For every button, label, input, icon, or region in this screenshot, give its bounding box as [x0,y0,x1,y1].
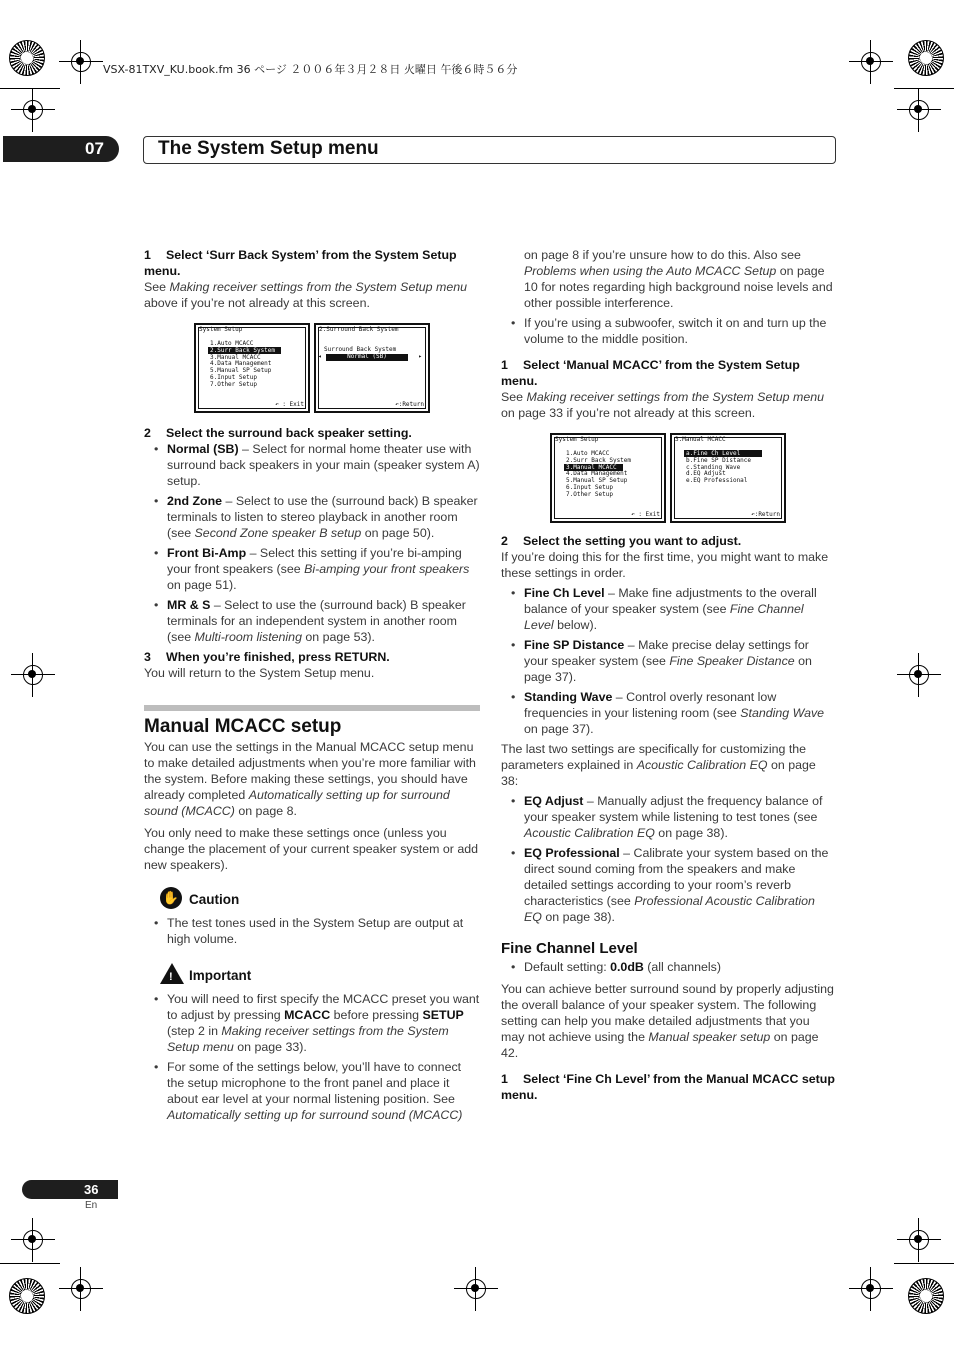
chapter-title: The System Setup menu [158,138,379,159]
item-fine-ch-level: • Fine Ch Level – Make fine adjustments to the overall balance of your speaker system (see Fine Channel Level below). [501,585,835,633]
crop-mark-left-top [19,96,47,124]
step-1-surr-back: 1 Select ‘Surr Back System’ from the System Setup menu. [144,248,457,278]
option-mr-s: • MR & S – Select to use the (surround back) B speaker terminals for an independent system in another room (see Multi-room listening on page 53). [144,597,480,645]
osd-system-setup-2: System Setup 1.Auto MCACC 2.Surr Back System 3.Manual MCACC 4.Data Management 5.Manual SP Setup 6.Input Setup 7.Other Setup ↶ : Exit [550,433,666,523]
crop-mark-bottom-center [462,1275,490,1303]
section-title-manual-mcacc: Manual MCACC setup [144,716,342,737]
osd-return: ↶:Return [395,401,424,409]
osd-exit: ↶ : Exit [631,511,660,519]
trim-line-bottom-right [894,1263,954,1264]
fine-ch-level-default: • Default setting: 0.0dB (all channels) [501,959,835,975]
subwoofer-note: • If you’re using a subwoofer, switch it on and turn up the volume to the middle position. [501,315,835,347]
subsection-title-fine-channel-level: Fine Channel Level [501,940,638,957]
crop-mark-right-top [905,96,933,124]
important-heading: ! Important [144,963,480,987]
option-normal-sb: • Normal (SB) – Select for normal home theater use with surround back speakers in your main (speaker system A) setup. [144,441,480,489]
step-2-adjust: 2 Select the setting you want to adjust. [501,534,742,548]
option-front-bi-amp: • Front Bi-Amp – Select this setting if you’re bi-amping your front speakers (see Bi-amping your front speakers on page 51). [144,545,480,593]
osd-right-arrow-icon: ▸ [418,353,422,360]
step-2-body: If you’re doing this for the first time, you might want to make these settings in order. [501,550,829,580]
osd-screens-surr-back [144,323,480,425]
osd-surround-back-system: 2.Surround Back System Surround Back System ◂ Normal (SB) ▸ ↶:Return [314,323,430,413]
step-3-body: You will return to the System Setup menu. [144,666,375,680]
chapter-header [143,136,836,164]
hand-icon: ✋ [160,887,182,909]
chapter-tab [3,136,119,162]
step-1-fine-ch-level: 1 Select ‘Fine Ch Level’ from the Manual MCACC setup menu. [501,1072,835,1102]
right-column [501,247,835,1103]
step-2-surr-back: 2 Select the surround back speaker setting. [144,426,412,440]
item-eq-adjust: • EQ Adjust – Manually adjust the frequency balance of your speaker system while listening to test tones (see Acoustic Calibration EQ on page 38). [501,793,835,841]
page-language: En [85,1200,98,1211]
crop-mark-left-bottom [19,1226,47,1254]
caution-text: • The test tones used in the System Setup are output at high volume. [144,915,480,947]
osd-system-setup: System Setup 1.Auto MCACC 2.Surr Back System 3.Manual MCACC 4.Data Management 5.Manual SP Setup 6.Input Setup 7.Other Setup ↶ : Exit [194,323,310,413]
crop-mark-left-middle [19,661,47,689]
crop-mark-bottom-left [67,1275,95,1303]
osd-screens-manual-mcacc [501,433,835,533]
continued-text: on page 8 if you’re unsure how to do this. Also see Problems when using the Auto MCACC Setup on page 10 for notes regarding high background noise levels and other possible interference. [524,248,833,310]
chapter-number: 07 [85,139,104,158]
osd-selected-value: Normal (SB) [326,354,408,361]
page-number-tab [22,1180,118,1199]
crop-mark-top-right [857,48,885,76]
item-fine-sp-distance: • Fine SP Distance – Make precise delay settings for your speaker system (see Fine Speaker Distance on page 37). [501,637,835,685]
section-divider [144,705,480,711]
option-2nd-zone: • 2nd Zone – Select to use the (surround back) B speaker terminals to listen to stereo playback in another room (see Second Zone speaker B setup on page 50). [144,493,480,541]
osd-selected-item: 2.Surr Back System [208,347,281,354]
osd-selected-item: a.Fine Ch Level [684,450,762,457]
registration-sunburst-top-left [9,40,45,76]
osd-manual-mcacc: 3.Manual MCACC a.Fine Ch Level b.Fine SP Distance c.Standing Wave d.EQ Adjust e.EQ Professional ↶:Return [670,433,786,523]
osd-left-arrow-icon: ◂ [318,353,322,360]
crop-mark-top-left [67,48,95,76]
important-item-2: • For some of the settings below, you’ll have to connect the setup microphone to the front panel and place it about ear level at your normal listening position. See Automatically setting up for surround sound (MCACC) [144,1059,480,1123]
left-column [144,247,480,1123]
registration-sunburst-bottom-right [908,1278,944,1314]
registration-sunburst-bottom-left [9,1278,45,1314]
step-1-manual-mcacc: 1 Select ‘Manual MCACC’ from the System Setup menu. [501,358,800,388]
trim-line-top-left [0,88,60,89]
osd-exit: ↶ : Exit [275,401,304,409]
important-item-1: • You will need to first specify the MCACC preset you want to adjust by pressing MCACC before pressing SETUP (step 2 in Making receiver settings from the System Setup menu on page 33). [144,991,480,1055]
manual-mcacc-intro: You can use the settings in the Manual MCACC setup menu to make detailed adjustments when you’re more familiar with the system. Before making these settings, you should have already completed Automatically setting up for surround sound (MCACC) on page 8. [144,740,476,818]
last-two-settings: The last two settings are specifically for customizing the parameters explained in Acoustic Calibration EQ on page 38: [501,742,816,788]
crop-mark-right-middle [905,661,933,689]
step-1-see-right: See Making receiver settings from the System Setup menu on page 33 if you’re not already at this screen. [501,390,825,420]
crop-mark-right-bottom [905,1226,933,1254]
item-standing-wave: • Standing Wave – Control overly resonant low frequencies in your listening room (see Standing Wave on page 37). [501,689,835,737]
crop-mark-bottom-right [857,1275,885,1303]
step-1-see: See Making receiver settings from the System Setup menu above if you’re not already at this screen. [144,280,468,310]
trim-line-bottom-left [0,1263,60,1264]
file-info: VSX-81TXV_KU.book.fm 36 ページ ２００６年３月２８日 火曜日 午後６時５６分 [103,63,518,76]
osd-return: ↶:Return [751,511,780,519]
trim-line-top-right [894,88,954,89]
osd-selected-item: 3.Manual MCACC [564,464,623,471]
page-number: 36 [84,1182,99,1197]
caution-heading: ✋ Caution [144,887,480,911]
step-3-return: 3 When you’re finished, press RETURN. [144,650,390,664]
registration-sunburst-top-right [908,40,944,76]
fine-ch-level-desc: You can achieve better surround sound by properly adjusting the overall balance of your speaker system. The following setting can help you make detailed adjustments that you may not achieve using the Manual speaker setup on page 42. [501,982,834,1060]
item-eq-professional: • EQ Professional – Calibrate your system based on the direct sound coming from the speakers and make detailed settings according to your room’s reverb characteristics (see Professional Acoustic Calibration EQ on page 38). [501,845,835,925]
exclamation-icon: ! [160,963,184,984]
manual-mcacc-once: You only need to make these settings once (unless you change the placement of your current speaker system or add new speakers). [144,826,479,872]
